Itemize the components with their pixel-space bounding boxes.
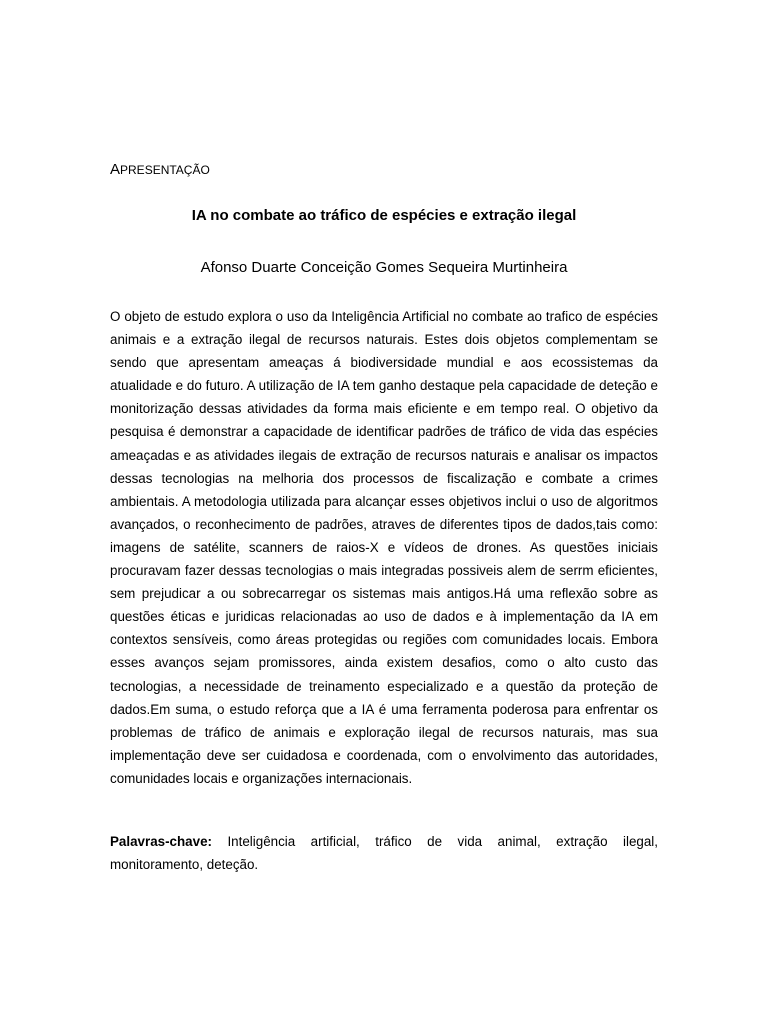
author-name: Afonso Duarte Conceição Gomes Sequeira Murtinheira bbox=[200, 259, 568, 276]
keywords-paragraph bbox=[110, 830, 658, 876]
document-title: IA no combate ao tráfico de espécies e extração ilegal bbox=[191, 207, 577, 224]
abstract-paragraph: O objeto de estudo explora o uso da Inteligência Artificial no combate ao trafico de espécies animais e a extração ilegal de recursos naturais. Estes dois objetos complementam se sendo que apresentam ameaças á biodiversidade mundial e aos ecossistemas da atualidade e do futuro. A utilização de IA tem ganho destaque pela capacidade de deteção e monitorização dessas atividades da forma mais eficiente e em tempo real. O objetivo da pesquisa é demonstrar a capacidade de identificar padrões de tráfico de vida das espécies ameaçadas e as atividades ilegais de extração de recursos naturais e analisar os impactos dessas tecnologias na melhoria dos processos de fiscalização e combate a crimes ambientais. A metodologia utilizada para alcançar esses objetivos inclui o uso de algoritmos avançados, o reconhecimento de padrões, atraves de diferentes tipos de dados,tais como: imagens de satélite, scanners de raios-X e vídeos de drones. As questões iniciais procuravam fazer dessas tecnologias o mais integradas possiveis alem de serrm eficientes, sem prejudicar a ou sobrecarregar os sistemas mais antigos.Há uma reflexão sobre as questões éticas e juridicas relacionadas ao uso de dados e à implementação da IA em contextos sensíveis, como áreas protegidas ou regiões com comunidades locais. Embora esses avanços sejam promissores, ainda existem desafios, como o alto custo das tecnologias, a necessidade de treinamento especializado e a questão da proteção de dados.Em suma, o estudo reforça que a IA é uma ferramenta poderosa para enfrentar os problemas de tráfico de animais e exploração ilegal de recursos naturais, mas sua implementação deve ser cuidadosa e coordenada, com o envolvimento das autoridades, comunidades locais e organizações internacionais. bbox=[110, 309, 658, 786]
section-heading-initial: A bbox=[110, 161, 121, 178]
keywords-list: Inteligência artificial, tráfico de vida animal, extração ilegal, monitoramento, deteção. bbox=[110, 834, 658, 872]
section-heading-small-caps: PRESENTAÇÃO bbox=[120, 163, 210, 177]
section-heading bbox=[110, 161, 210, 179]
keywords-label: Palavras-chave: bbox=[110, 834, 212, 849]
